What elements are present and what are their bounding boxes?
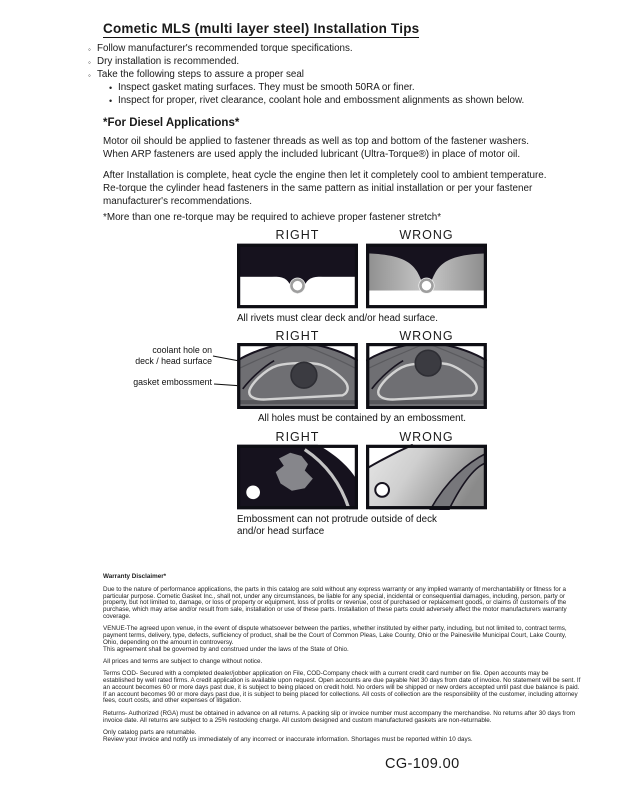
page-title-text: Cometic MLS (multi layer steel) Installation Tips [103, 21, 420, 36]
wrong-label: WRONG [399, 228, 454, 242]
embossment-right-figure [237, 343, 358, 409]
circle-bullet-icon: ◦ [88, 58, 91, 67]
warranty-disclaimer [103, 574, 581, 749]
gasket-embossment-callout: gasket embossment [133, 377, 212, 387]
disclaimer-paragraph: This agreement shall be governed by and construed under the laws of the State of Ohio. [103, 645, 349, 653]
right-label: RIGHT [275, 228, 320, 242]
tip-text: Take the following steps to assure a proper seal [97, 69, 304, 80]
disclaimer-paragraph: Terms COD- Secured with a completed dealer/jobber application on File, COD-Company check with a current credit card number on file. Open accounts may be established by well rated firms. A credit application is available upon request. Open accounts are due payable Net 30 days from date of invoice. No statement will be sent. If an account becomes 60 or more days past due, it is subject to being placed on credit hold. No orders will be shipped or new orders accepted until past due balance is paid. If an account becomes 90 or more days past due, it is subject to being placed for collections. All costs of collection are the responsibility of the customer, including attorney fees, court costs, and other expenses of litigation. [103, 670, 581, 705]
disclaimer-paragraph: Returns- Authorized (RGA) must be obtained in advance on all returns. A packing slip or invoice number must accompany the merchandise. No returns after 30 days from invoice date. All returns are subject to a 25% restocking charge. All custom designed and custom manufactured gaskets are non-returnable. [103, 709, 576, 724]
callout-text: deck / head surface [135, 355, 212, 366]
disclaimer-paragraph: VENUE-The agreed upon venue, in the event of dispute whatsoever between the parties, whether instituted by either party, including, but not limited to, contract terms, payment terms, delivery, type, defects, sufficiency of product, shall be the Court of Common Pleas, Lake County, Ohio or the Painesville Municipal Court, Lake County, Ohio, depending on the amount in controversy. [103, 625, 567, 646]
disclaimer-paragraph: All prices and terms are subject to change without notice. [103, 657, 263, 665]
callout-text: coolant hole on [152, 345, 212, 355]
rivet-caption: All rivets must clear deck and/or head surface. [237, 313, 438, 324]
dot-bullet-icon: • [109, 83, 113, 93]
disclaimer-paragraph: Review your invoice and notify us immediately of any incorrect or inaccurate information. Shortages must be reported within 10 days. [103, 735, 473, 743]
list-item [88, 56, 578, 69]
tip-text: Inspect for proper, rivet clearance, coolant hole and embossment alignments as shown below. [118, 95, 525, 106]
list-item [88, 69, 578, 82]
document-number: CG-109.00 [385, 756, 460, 772]
wrong-label: WRONG [399, 329, 454, 343]
caption-line: and/or head surface [237, 525, 325, 537]
right-label: RIGHT [275, 329, 320, 343]
retorque-note: *More than one re-torque may be required to achieve proper fastener stretch* [103, 212, 442, 223]
tip-text: Inspect gasket mating surfaces. They must be smooth 50RA or finer. [118, 82, 415, 93]
right-label: RIGHT [275, 430, 320, 444]
rivet-right-figure [237, 243, 358, 309]
list-item [109, 82, 578, 95]
installation-tips-list [88, 43, 578, 108]
diesel-paragraph-2: After Installation is complete, heat cycle the engine then let it completely cool to ambient temperature. Re-torque the cylinder head fasteners in the same pattern as initial installation or per your fastener manufacturer's recommendations. [103, 170, 547, 208]
tip-text: Dry installation is recommended. [97, 56, 240, 67]
disclaimer-paragraph: Only catalog parts are returnable. [103, 728, 197, 736]
disclaimer-heading: Warranty Disclaimer* [103, 573, 167, 580]
dot-bullet-icon: • [109, 96, 113, 106]
wrong-label: WRONG [399, 430, 454, 444]
holes-caption: All holes must be contained by an embossment. [257, 413, 467, 424]
circle-bullet-icon: ◦ [88, 45, 91, 54]
rivet-wrong-figure [366, 243, 487, 309]
disclaimer-paragraph: Due to the nature of performance applications, the parts in this catalog are sold without any express warranty or any implied warranty of merchantability or fitness for a particular purpose. Cometic Gasket Inc., shall not, under any circumstances, be liable for any special, incidental or consequential damages, including, person, party or property, but not limited to, damage, or loss of property or equipment, loss of profits or revenue, cost of purchased or replacement goods, or claims of customers of the purchase, which may arise and/or result from sale, installation or use of these parts. Installation of these parts could adversely affect the motor manufacturers warranty coverage. [103, 585, 567, 620]
embossment-wrong-figure [366, 343, 487, 409]
protrusion-caption [237, 514, 517, 537]
page-title [103, 21, 419, 36]
coolant-hole-callout [95, 345, 212, 366]
protrusion-wrong-figure [366, 444, 487, 510]
tip-text: Follow manufacturer's recommended torque specifications. [97, 43, 353, 54]
diesel-applications-heading: *For Diesel Applications* [103, 117, 240, 129]
caption-line: Embossment can not protrude outside of deck [237, 514, 437, 525]
diesel-paragraph-1: Motor oil should be applied to fastener threads as well as top and bottom of the fastener washers. When ARP fasteners are used apply the included lubricant (Ultra-Torque®) in place of motor oil. [103, 136, 529, 161]
list-item [88, 43, 578, 56]
list-item [109, 95, 578, 108]
circle-bullet-icon: ◦ [88, 71, 91, 80]
protrusion-right-figure [237, 444, 358, 510]
